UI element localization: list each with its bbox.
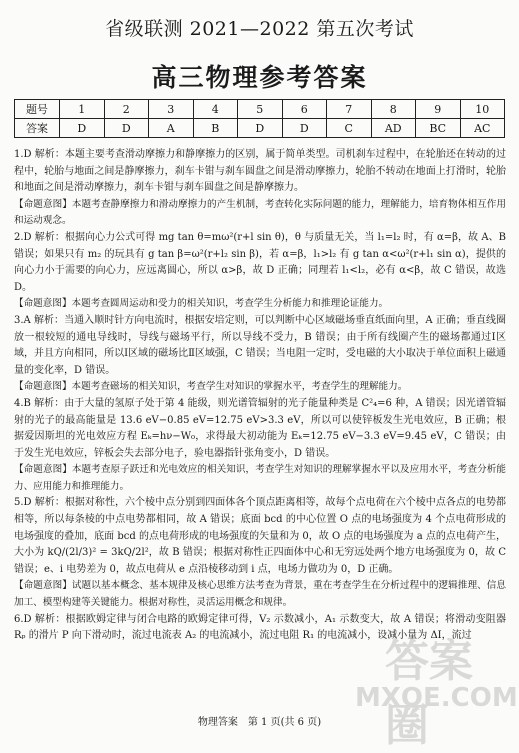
watermark-main-text: 答案圈 bbox=[385, 636, 473, 751]
answer-cell: D bbox=[282, 119, 327, 138]
question-number-cell: 4 bbox=[193, 100, 238, 119]
question-number-cell: 9 bbox=[416, 100, 461, 119]
answer-cell: C bbox=[327, 119, 372, 138]
watermark-site-text: MXQE.COM bbox=[355, 683, 518, 713]
question-number-cell: 5 bbox=[238, 100, 283, 119]
answer-cell: AC bbox=[460, 119, 505, 138]
question-number-cell: 8 bbox=[371, 100, 416, 119]
intent-note-q2: 【命题意图】本题考查圆周运动和受力的相关知识，考查学生分析能力和推理论证能力。 bbox=[14, 298, 389, 310]
answer-cell: B bbox=[193, 119, 238, 138]
solution-paragraph-q3: 3.A 解析：当通入顺时针方向电流时，根据安培定则，可以判断中心区域磁场垂直纸面向里，A 正确；垂直线圈放一根较短的通电导线时，导线与磁场平行，所以导线不受力，B 错误；由于所有线圈产生的磁场都通过Ⅰ区域，并且方向相同，所以Ⅰ区域的磁场比Ⅱ区域强，C 错误；当电阻一定时，受电磁的大小取决于单位面积上磁通量的变化率，D 错误。 bbox=[14, 314, 506, 376]
question-number-cell: 10 bbox=[460, 100, 505, 119]
page-footer: 物理答案 第 1 页(共 6 页) bbox=[197, 717, 322, 728]
question-number-cell: 2 bbox=[104, 100, 149, 119]
answer-cell: D bbox=[238, 119, 283, 138]
answer-cell: D bbox=[104, 119, 149, 138]
question-number-cell: 6 bbox=[282, 100, 327, 119]
question-number-row bbox=[15, 100, 505, 119]
solution-paragraph-q5: 5.D 解析：根据对称性，六个棱中点分别到四面体各个顶点距离相等，故每个点电荷在六个棱中点各点的电势都相等，所以每条棱的中点电势都相同，故 A 错误；底面 bcd 的中心位置 O 点的电场强度为 4 个点电荷形成的电场强度的叠加，底面 bcd 的点电荷形成的电场强度的矢量和为 0，故 O 点的电场强度为 a 点的点电荷产生，大小为 kQ/(2l/3)² = 3kQ/2l²，故 B 错误；根据对称性正四面体中心和无穷远处两个地方电场强度为 0，故 C 错误；e、i 电势差为 0，故点电荷从 e 点沿棱移动到 i 点，电场力做功为 0，D 正确。 bbox=[14, 497, 506, 575]
document-title: 高三物理参考答案 bbox=[151, 63, 368, 92]
answer-cell: A bbox=[149, 119, 194, 138]
answer-cell: D bbox=[60, 119, 105, 138]
question-number-cell: 3 bbox=[149, 100, 194, 119]
solution-paragraph-q2: 2.D 解析：根据向心力公式可得 mg tan θ=mω²(r+l sin θ)，θ 与质量无关，当 l₁=l₂ 时，有 α=β，故 A、B 错误；如果只有 m₂ 的玩具有 g tan β=ω²(r+l₂ sin β)，若 α=β，l₁>l₂ 有 g tan α<ω²(r+l₁ sin α)，提供的向心力小于需要的向心力，应远离圆心，所以 α>β，故 D 正确；同理若 l₁<l₂，必有 α<β，故 C 错误，故选 D。 bbox=[14, 231, 506, 293]
intent-note-q5: 【命题意图】试题以基本概念、基本规律及核心思维方法考查为背景，重在考查学生在分析过程中的逻辑推理、信息加工、模型构建等关键能力。根据对称性，灵活运用概念和规律。 bbox=[14, 580, 506, 609]
row-label-answer: 答案 bbox=[15, 119, 60, 138]
answer-cell: AD bbox=[371, 119, 416, 138]
answer-row bbox=[15, 119, 505, 138]
exam-title: 省级联测 2021—2022 第五次考试 bbox=[105, 18, 414, 40]
solution-paragraph-q4: 4.B 解析：由于大量的氢原子处于第 4 能级，则光谱管辐射的光子能量种类是 C²₄=6 种，A 错误；因光谱管辐射的光子的最高能量是 13.6 eV−0.85 eV=12.75 eV>3.3 eV，所以可以使锌板发生光电效应，B 正确；根据爱因斯坦的光电效应方程 Eₖ=hν−W₀，求得最大初动能为 Eₖ=12.75 eV−3.3 eV=9.45 eV，C 错误；由于发生光电效应，锌板会失去部分电子，验电器指针张角变小，D 错误。 bbox=[14, 397, 506, 459]
intent-note-q4: 【命题意图】本题考查原子跃迁和光电效应的相关知识，考查学生对知识的理解掌握水平以及应用水平，考查分析能力、应用能力和推理能力。 bbox=[14, 464, 506, 492]
question-number-cell: 7 bbox=[327, 100, 372, 119]
solution-paragraph-q6: 6.D 解析：根据欧姆定律与闭合电路的欧姆定律可得，V₂ 示数减小，A₁ 示数变大，故 A 错误；将滑动变阻器 Rₚ 的滑片 P 向下滑动时，流过电流表 A₂ 的电流减小，流过电阻 R₁ 的电流减小，设减小量为 ΔI，流过 bbox=[14, 613, 506, 642]
answer-cell: BC bbox=[416, 119, 461, 138]
intent-note-q3: 【命题意图】本题考查磁场的相关知识，考查学生对知识的掌握水平，考查学生的理解能力。 bbox=[14, 381, 408, 393]
row-label-number: 题号 bbox=[15, 100, 60, 119]
question-number-cell: 1 bbox=[60, 100, 105, 119]
solution-paragraph-q1: 1.D 解析：本题主要考查滑动摩擦力和静摩擦力的区别，属于简单类型。司机刹车过程中，在轮胎还在转动的过程中，轮胎与地面之间是静摩擦力，刹车卡钳与刹车圆盘之间是滑动摩擦力，轮胎不转动在地面上打滑时，轮胎和地面之间是滑动摩擦力，刹车卡钳与刹车圆盘之间是静摩擦力。 bbox=[14, 149, 506, 194]
answer-table bbox=[14, 99, 505, 138]
solutions-body bbox=[14, 147, 506, 645]
intent-note-q1: 【命题意图】本题考查静摩擦力和滑动摩擦力的产生机制，考查转化实际问题的能力，理解能力，培育物体相互作用和运动观念。 bbox=[14, 198, 506, 227]
